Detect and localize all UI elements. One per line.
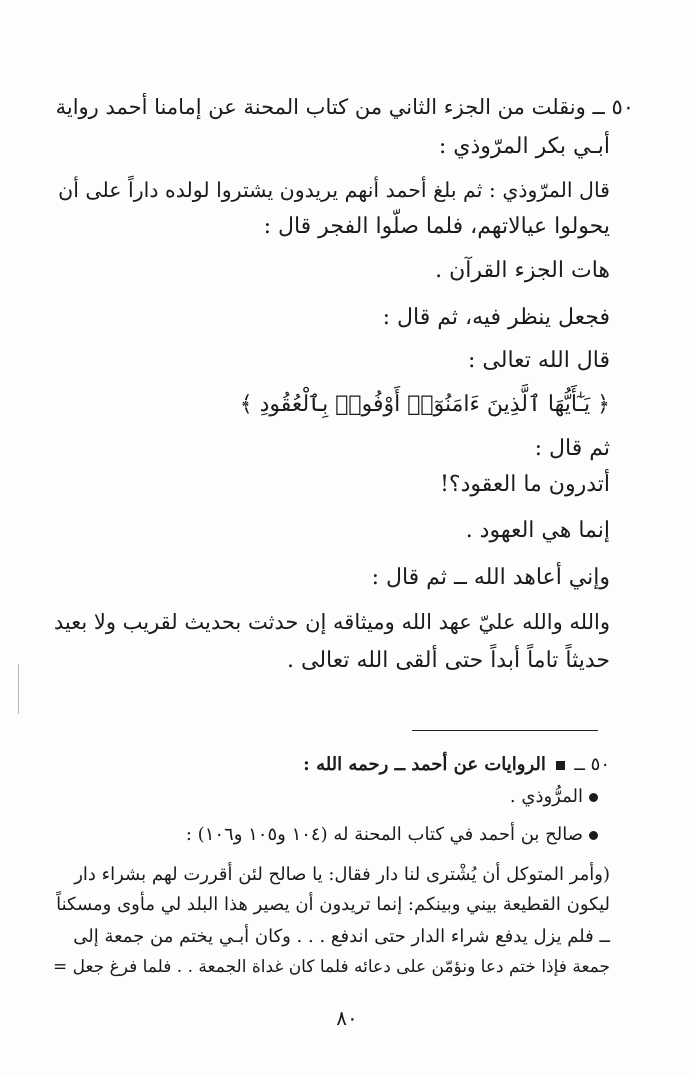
paragraph-line: ٥٠ ــ ونقلت من الجزء الثاني من كتاب المحنة عن إمامنا أحمد رواية [55, 95, 634, 119]
footnote-divider [412, 730, 598, 731]
paragraph-line: وإني أعاهد الله ــ ثم قال : [371, 565, 610, 590]
footnote-line: ــ فلم يزل يدفع شراء الدار حتى اندفع . . . وكان أبـي يختم من جمعة إلى [73, 926, 610, 947]
paragraph-line: والله والله عليّ عهد الله وميثاقه إن حدثت بحديث لقريب ولا بعيد [53, 610, 610, 634]
paragraph-line: يحولوا عيالاتهم، فلما صلّوا الفجر قال : [263, 214, 610, 239]
margin-mark [18, 664, 19, 714]
paragraph-line: قال الله تعالى : [468, 348, 610, 373]
footnote-item-text: المرُّوذي . [509, 786, 583, 807]
bullet-icon [589, 793, 598, 802]
quran-verse: ﴿ يَـٰٓأَيُّهَا ٱلَّذِينَ ءَامَنُوٓا۟ أَوْفُوا۟ بِٱلْعُقُودِ ﴾ [239, 392, 610, 417]
footnote-line: جمعة فإذا ختم دعا ونؤمّن على دعائه فلما كان غداة الجمعة . . فلما فرغ جعل = [52, 957, 610, 977]
footnote-title: الروايات عن أحمد ــ رحمه الله : [303, 754, 546, 775]
paragraph-line: أبـي بكر المرّوذي : [438, 134, 610, 159]
paragraph-line: فجعل ينظر فيه، ثم قال : [382, 305, 610, 330]
page-number: ٨٠ [336, 1006, 358, 1030]
footnote-heading [303, 752, 610, 778]
paragraph-line: ثم قال : [534, 436, 610, 461]
bullet-icon [589, 831, 598, 840]
footnote-item [510, 784, 598, 810]
footnote-line: (وأمر المتوكل أن يُشْترى لنا دار فقال: يا صالح لئن أقررت لهم بشراء دار [74, 864, 610, 885]
paragraph-line: هات الجزء القرآن . [435, 258, 610, 283]
square-bullet-icon [556, 761, 565, 770]
footnote-number: ٥٠ ــ [574, 754, 610, 775]
footnote-item-text: صالح بن أحمد في كتاب المحنة له (١٠٤ و١٠٥ و١٠٦) : [185, 824, 583, 845]
paragraph-line: حديثاً تاماً أبداً حتى ألقى الله تعالى . [287, 648, 610, 673]
footnote-line: ليكون القطيعة بيني وبينكم: إنما تريدون أن يصير هذا البلد لي مأوى ومسكناً [56, 894, 610, 915]
paragraph-line: إنما هي العهود . [465, 518, 610, 543]
footnote-item [186, 822, 598, 848]
paragraph-line: قال المرّوذي : ثم بلغ أحمد أنهم يريدون يشتروا لولده داراً على أن [58, 178, 610, 202]
paragraph-line: أتدرون ما العقود؟! [440, 472, 610, 497]
